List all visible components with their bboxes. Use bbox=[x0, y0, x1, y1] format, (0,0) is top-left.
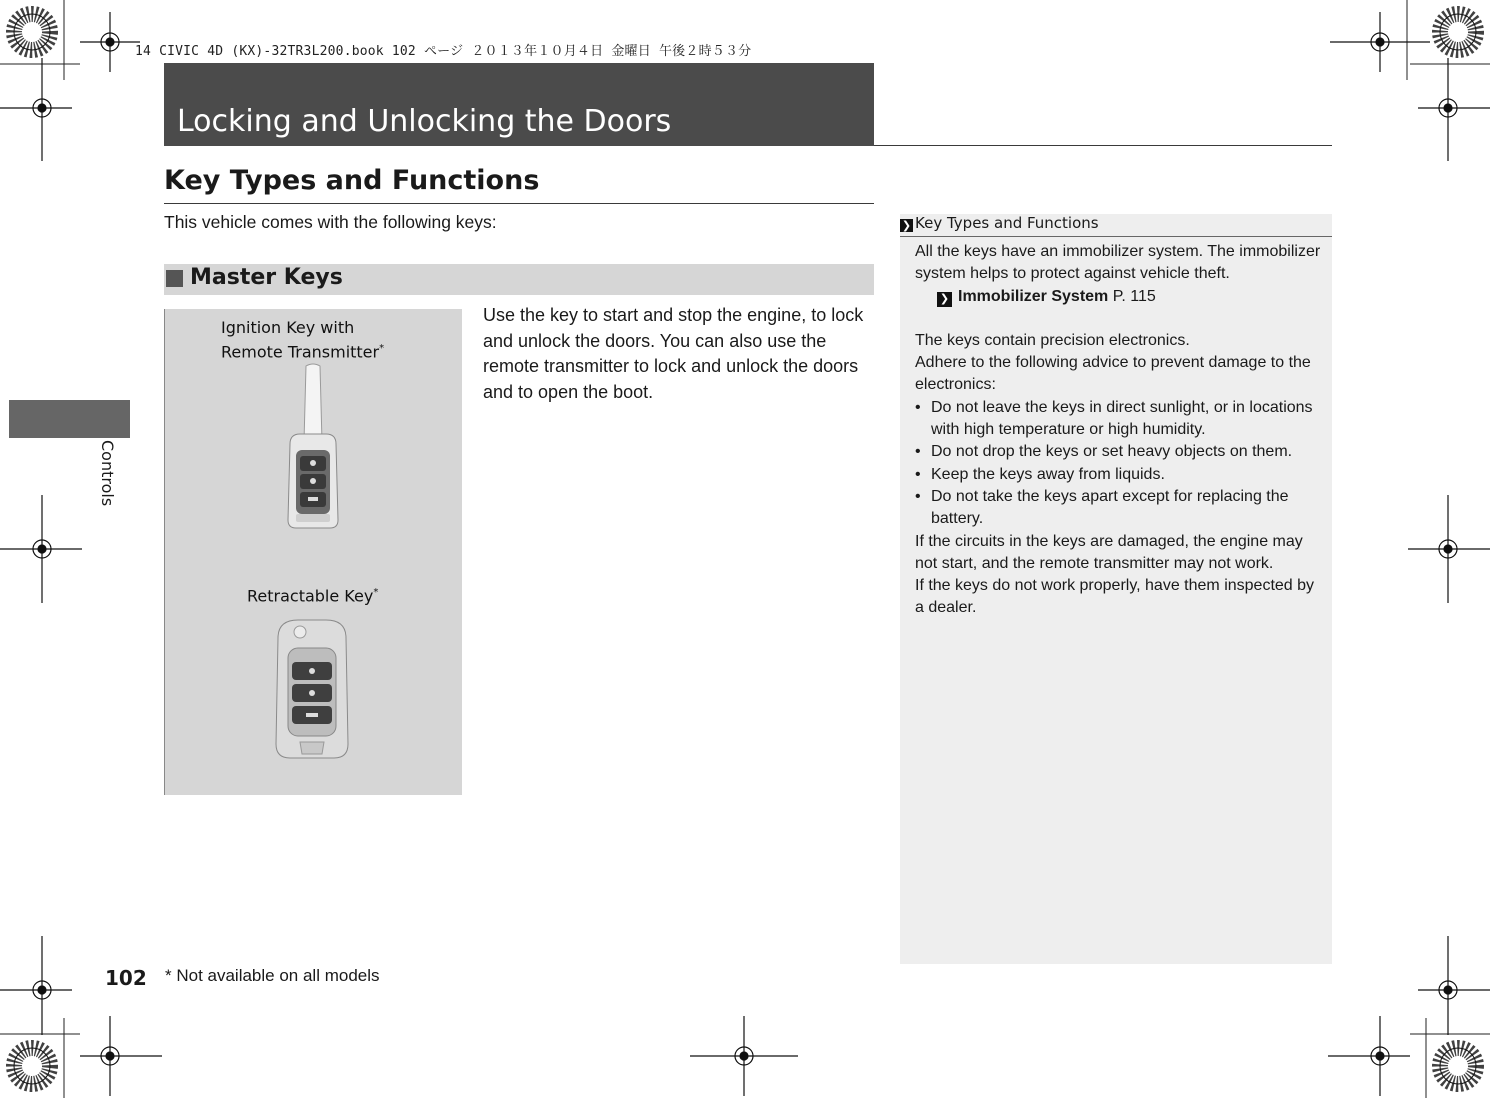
footnote: * Not available on all models bbox=[165, 966, 380, 985]
title-rule bbox=[874, 145, 1332, 146]
retractable-key-icon bbox=[272, 618, 352, 760]
subsection-square-icon bbox=[166, 270, 183, 287]
page-number: 102 bbox=[105, 966, 147, 990]
sidebar-paragraph: The keys contain precision electronics. bbox=[915, 331, 1190, 349]
advice-list bbox=[915, 397, 1327, 531]
sidebar-paragraph: Adhere to the following advice to prevent damage to the electronics: bbox=[915, 354, 1311, 394]
section-rule bbox=[164, 203, 874, 204]
intro-text: This vehicle comes with the following keys: bbox=[164, 212, 497, 232]
printer-slug: 14 CIVIC 4D (KX)-32TR3L200.book 102 ページ ２０１３年１０月４日 金曜日 午後２時５３分 bbox=[135, 44, 752, 59]
sidebar-paragraph: All the keys have an immobilizer system. The immobilizer system helps to protect against vehicle theft. bbox=[915, 243, 1321, 283]
sidebar-body bbox=[915, 241, 1327, 620]
immobilizer-link[interactable]: ❯ Immobilizer System P. 115 bbox=[915, 286, 1327, 308]
list-item: • Do not take the keys apart except for replacing the battery. bbox=[915, 486, 1327, 531]
sidebar-heading: ❯ Key Types and Functions bbox=[901, 214, 1099, 232]
subsection-title: Master Keys bbox=[190, 265, 343, 290]
cross-reference-icon: ❯ bbox=[937, 292, 952, 307]
ignition-key-label: Ignition Key with Remote Transmitter* bbox=[221, 318, 385, 362]
list-item: • Do not leave the keys in direct sunlight, or in locations with high temperature or high humidity. bbox=[915, 397, 1327, 442]
list-item: • Do not drop the keys or set heavy objects on them. bbox=[915, 441, 1327, 463]
section-title: Key Types and Functions bbox=[164, 165, 540, 196]
retractable-key-label: Retractable Key* bbox=[247, 586, 379, 606]
sidebar-paragraph: If the keys do not work properly, have them inspected by a dealer. bbox=[915, 577, 1315, 617]
ignition-key-icon bbox=[280, 362, 346, 530]
chapter-side-tab[interactable] bbox=[9, 400, 130, 438]
list-item: • Keep the keys away from liquids. bbox=[915, 464, 1327, 486]
chapter-side-tab-label: Controls bbox=[98, 440, 117, 507]
sidebar-paragraph: If the circuits in the keys are damaged, the engine may not start, and the remote transmitter may not work. bbox=[915, 532, 1303, 572]
master-keys-description: Use the key to start and stop the engine, to lock and unlock the doors. You can also use the remote transmitter to lock and unlock the doors and to open the boot. bbox=[483, 305, 864, 402]
chapter-title: Locking and Unlocking the Doors bbox=[177, 104, 672, 139]
